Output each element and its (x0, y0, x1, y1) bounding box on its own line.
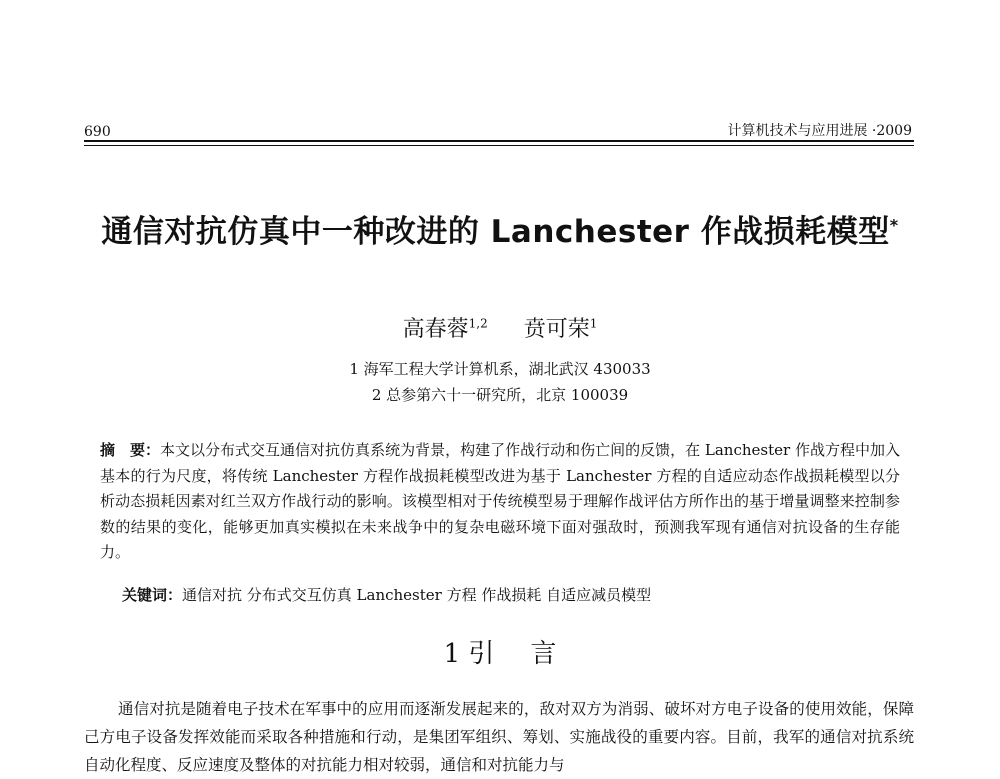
abstract (100, 438, 900, 566)
keywords-label: 关键词： (122, 586, 183, 604)
body-paragraph: 通信对抗是随着电子技术在军事中的应用而逐渐发展起来的，敌对双方为消弱、破坏对方电子设备的使用效能，保障己方电子设备发挥效能而采取各种措施和行动，是集团军组织、筹划、实施战役的重要内容。目前，我军的通信对抗系统自动化程度、反应速度及整体的对抗能力相对较弱，通信和对抗能力与 (84, 700, 914, 774)
section-title-b: 言 (530, 639, 557, 669)
abstract-label: 摘 要： (100, 441, 161, 459)
author-name: 贲可荣 (523, 317, 590, 342)
title-text: 通信对抗仿真中一种改进的 Lanchester 作战损耗模型 (101, 214, 890, 250)
author-affiliation-sup: 1,2 (468, 316, 488, 331)
affiliation-1: 1 海军工程大学计算机系，湖北武汉 430033 (349, 360, 651, 378)
header-rule-thin (84, 145, 914, 146)
paper-title (0, 206, 1000, 251)
abstract-text: 本文以分布式交互通信对抗仿真系统为背景，构建了作战行动和伤亡间的反馈，在 Lanchester 作战方程中加入基本的行为尺度，将传统 Lanchester 方程作战损耗模型改进为基于 Lanchester 方程的自适应动态作战损耗模型以分析动态损耗因素对红兰双方作战行动的影响。该模型相对于传统模型易于理解作战评估方所作出的基于增量调整来控制参数的结果的变化，能够更加真实模拟在未来战争中的复杂电磁环境下面对强敌时，预测我军现有通信对抗设备的生存能力。 (100, 441, 900, 561)
section-number: 1 (443, 639, 461, 669)
author-list (0, 312, 1000, 343)
title-footnote-mark: * (889, 215, 899, 235)
author-name: 高春蓉 (402, 317, 469, 342)
running-header (84, 120, 912, 140)
section-title-a: 引 (468, 639, 495, 669)
section-heading (0, 633, 1000, 670)
author-affiliation-sup: 1 (589, 316, 598, 331)
keywords (122, 584, 902, 605)
affiliation-2: 2 总参第六十一研究所，北京 100039 (371, 386, 629, 404)
keywords-text: 通信对抗 分布式交互仿真 Lanchester 方程 作战损耗 自适应减员模型 (182, 586, 652, 604)
header-rule-thick (84, 140, 914, 142)
journal-name: 计算机技术与应用进展 ·2009 (727, 123, 912, 139)
page-number: 690 (84, 124, 111, 140)
